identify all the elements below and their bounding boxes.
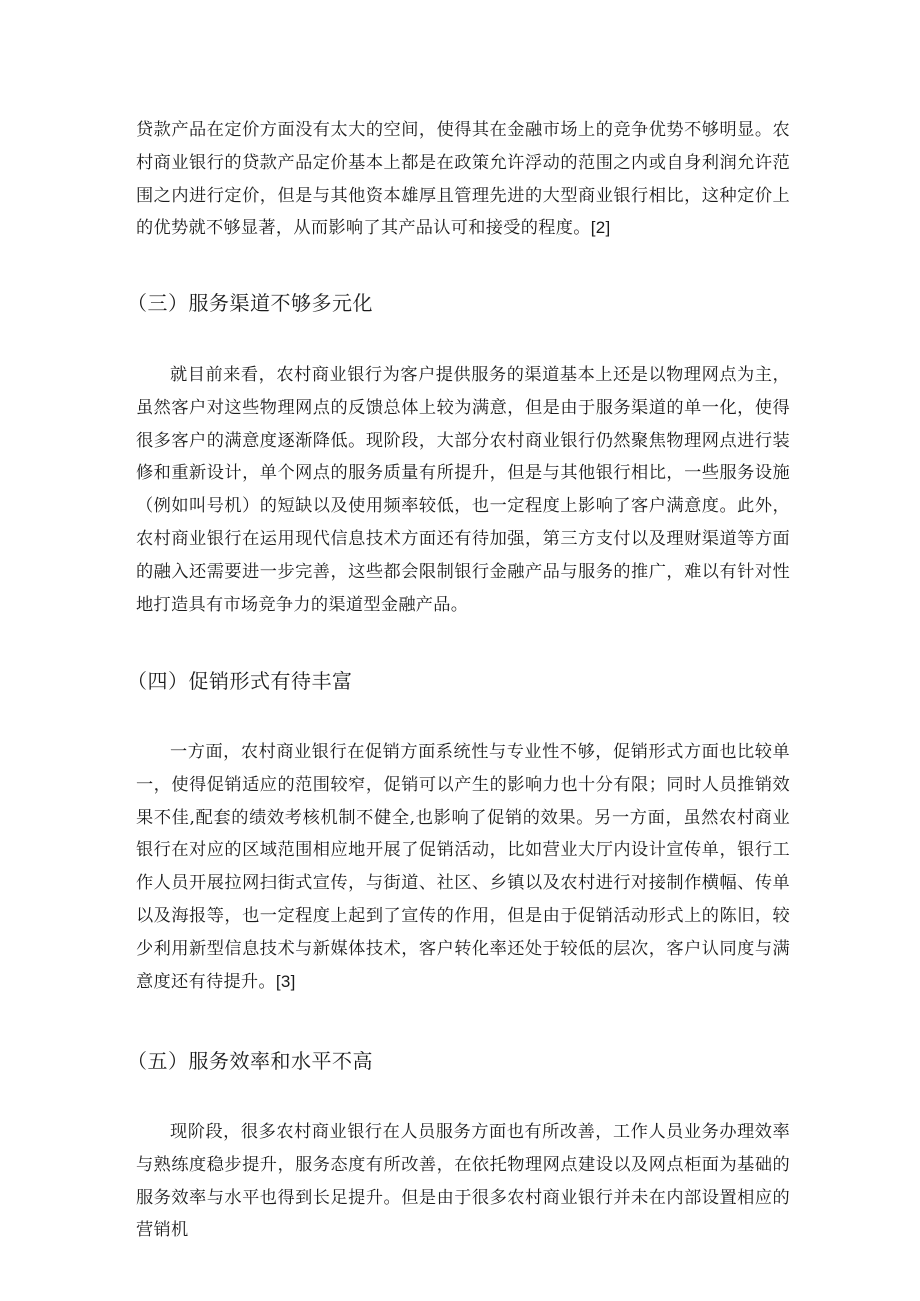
- body-paragraph-promotion: [136, 736, 790, 998]
- citation-ref: [2]: [590, 218, 611, 238]
- section-heading-5: （五）服务效率和水平不高: [127, 1049, 373, 1073]
- section-heading-4: （四）促销形式有待丰富: [127, 669, 353, 693]
- paragraph-text: 一方面，农村商业银行在促销方面系统性与专业性不够，促销形式方面也比较单一，使得促销适应的范围较窄，促销可以产生的影响力也十分有限；同时人员推销效果不佳,配套的绩效考核机制不健全,也影响了促销的效果。另一方面，虽然农村商业银行在对应的区域范围相应地开展了促销活动，比如营业大厅内设计宣传单，银行工作人员开展拉网扫街式宣传，与街道、社区、乡镇以及农村进行对接制作横幅、传单以及海报等，也一定程度上起到了宣传的作用，但是由于促销活动形式上的陈旧，较少利用新型信息技术与新媒体技术，客户转化率还处于较低的层次，客户认同度与满意度还有待提升。: [136, 742, 790, 992]
- citation-ref: [3]: [275, 971, 296, 991]
- body-paragraph-efficiency: 现阶段，很多农村商业银行在人员服务方面也有所改善，工作人员业务办理效率与熟练度稳步提升，服务态度有所改善，在依托物理网点建设以及网点柜面为基础的服务效率与水平也得到长足提升。但是由于很多农村商业银行并未在内部设置相应的营销机: [136, 1122, 790, 1241]
- body-paragraph-pricing: [136, 114, 790, 245]
- body-paragraph-channels: 就目前来看，农村商业银行为客户提供服务的渠道基本上还是以物理网点为主，虽然客户对这些物理网点的反馈总体上较为满意，但是由于服务渠道的单一化，使得很多客户的满意度逐渐降低。现阶段，大部分农村商业银行仍然聚焦物理网点进行装修和重新设计，单个网点的服务质量有所提升，但是与其他银行相比，一些服务设施（例如叫号机）的短缺以及使用频率较低，也一定程度上影响了客户满意度。此外，农村商业银行在运用现代信息技术方面还有待加强，第三方支付以及理财渠道等方面的融入还需要进一步完善，这些都会限制银行金融产品与服务的推广，难以有针对性地打造具有市场竞争力的渠道型金融产品。: [136, 365, 790, 615]
- section-heading-3: （三）服务渠道不够多元化: [127, 291, 373, 315]
- paragraph-text: 贷款产品在定价方面没有太大的空间，使得其在金融市场上的竞争优势不够明显。农村商业银行的贷款产品定价基本上都是在政策允许浮动的范围之内或自身利润允许范围之内进行定价，但是与其他资本雄厚且管理先进的大型商业银行相比，这种定价上的优势就不够显著，从而影响了其产品认可和接受的程度。: [136, 120, 790, 239]
